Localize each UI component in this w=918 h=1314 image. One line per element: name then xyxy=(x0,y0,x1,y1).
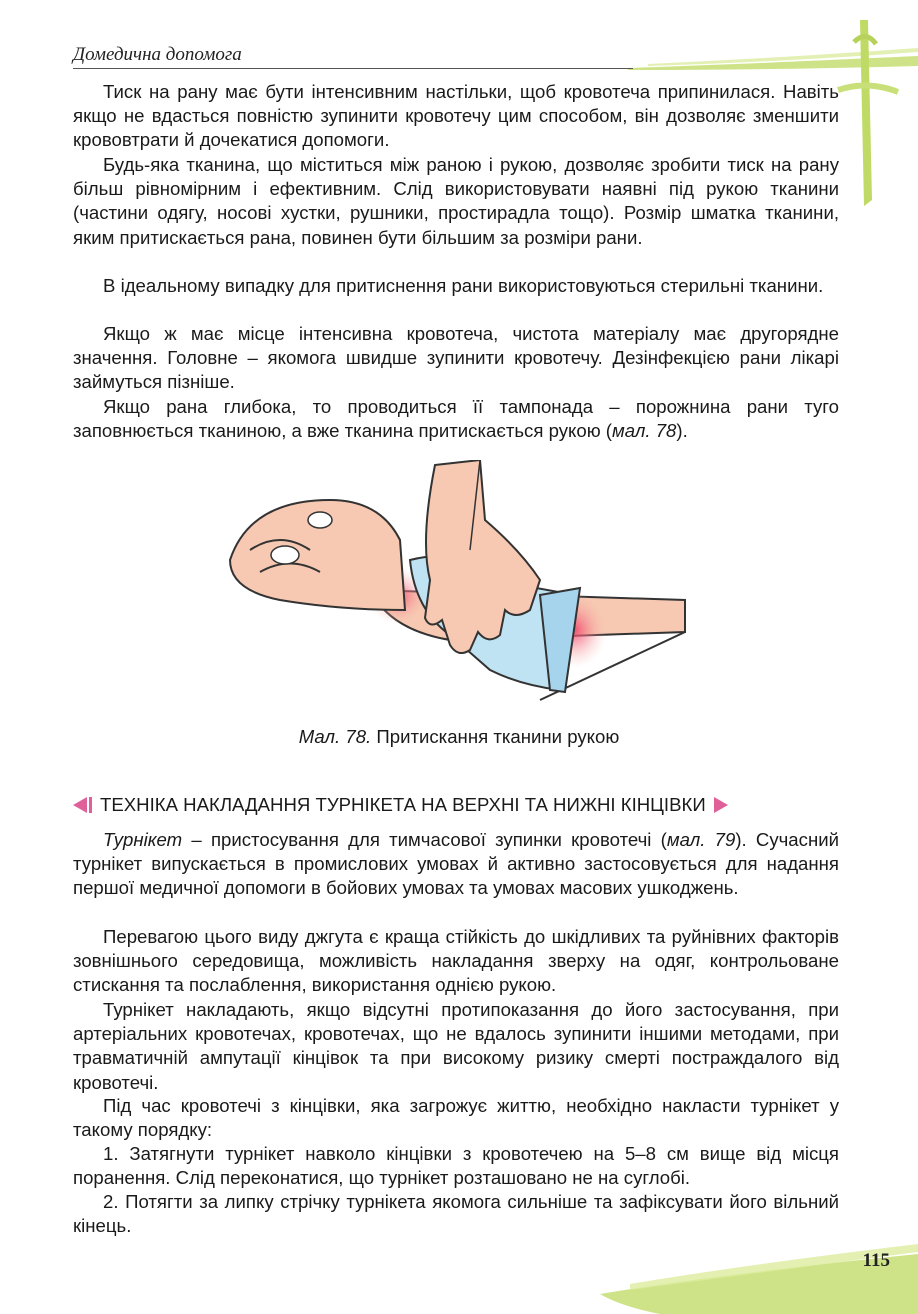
paragraph-advantages: Перевагою цього виду джгута є краща стійкість до шкідливих та руйнівних факторів зовнішнього середовища, можливість накладання зверху на одяг, контрольоване стискання та послаблення, використання однією рукою. xyxy=(73,926,839,996)
figure-ref: мал. 78 xyxy=(612,420,677,442)
figure-caption: Мал. 78. Притискання тканини рукою xyxy=(298,726,620,747)
triangle-right-icon xyxy=(714,797,728,813)
step-2: 2. Потягти за липку стрічку турнікета якомога сильніше та зафіксувати його вільний кінець. xyxy=(73,1191,839,1237)
paragraph-intensive: Якщо ж має місце інтенсивна кровотеча, чистота матеріалу має другорядне значення. Головне – якомога швидше зупинити кровотечу. Дезінфекцією рани лікарі займуться пізніше. xyxy=(73,323,839,393)
step-1: 1. Затягнути турнікет навколо кінцівки з кровотечею на 5–8 см вище від місця поранення. Слід переконатися, що турнікет розташовано не на суглобі. xyxy=(73,1143,839,1189)
paragraph-procedure-intro: Під час кровотечі з кінцівки, яка загрожує життю, необхідно накласти турнікет у такому порядку: xyxy=(73,1095,839,1141)
running-header: Домедична допомога xyxy=(73,44,242,65)
paragraph-tourniquet-definition: Турнікет – пристосування для тимчасової зупинки кровотечі (мал. 79). Сучасний турнікет випускається в промислових умовах й активно застосовується для надання першої медичної допомоги в бойових умовах та умовах масових ушкоджень. xyxy=(73,829,839,899)
illustration-hand-pressing-fabric xyxy=(220,460,700,710)
section-heading-text: ТЕХНІКА НАКЛАДАННЯ ТУРНІКЕТА НА ВЕРХНІ ТА НИЖНІ КІНЦІВКИ xyxy=(100,794,706,815)
decorative-brush-stroke xyxy=(600,1234,918,1314)
figure-ref: мал. 79 xyxy=(666,829,736,850)
paragraph-sterile: В ідеальному випадку для притиснення рани використовуються стерильні тканини. xyxy=(103,275,824,296)
page-number: 115 xyxy=(862,1250,890,1271)
header-rule xyxy=(73,68,633,69)
triangle-left-icon xyxy=(73,797,87,813)
paragraph-tamponade: Якщо рана глибока, то проводиться її тампонада – порожнина рани туго заповнюється тканиною, а вже тканина притискається рукою (мал. 78). xyxy=(73,396,839,442)
paragraph-fabric: Будь-яка тканина, що міститься між раною і рукою, дозволяє зробити тиск на рану більш рівномірним і ефективним. Слід використовувати наявні під рукою тканини (частини одягу, носові хустки, рушники, простирадла тощо). Розмір шматка тканини, яким притискається рана, повинен бути більшим за розміри рани. xyxy=(73,154,839,248)
section-heading xyxy=(73,793,839,817)
paragraph-pressure: Тиск на рану має бути інтенсивним настільки, щоб кровотеча припинилася. Навіть якщо не вдасться повністю зупинити кровотечу цим способом, він дозволяє зменшити крововтрати й дочекатися допомоги. xyxy=(73,81,839,151)
paragraph-indications: Турнікет накладають, якщо відсутні протипоказання до його застосування, при артеріальних кровотечах, кровотечах, що не вдалось зупинити іншими методами, при травматичній ампутації кінцівок та при високому ризику смерті постраждалого від кровотечі. xyxy=(73,999,839,1093)
heading-bar-icon xyxy=(89,797,92,813)
